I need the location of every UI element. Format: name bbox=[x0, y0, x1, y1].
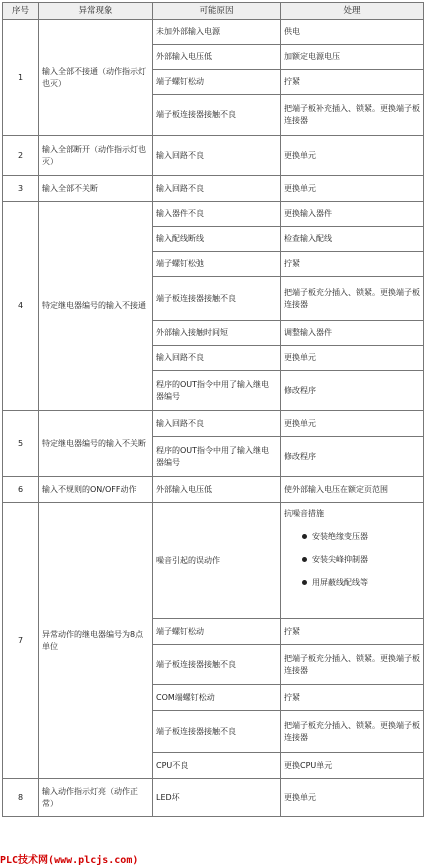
symptom-cell: 输入不规则的ON/OFF动作 bbox=[39, 477, 153, 503]
action-cell: 检查输入配线 bbox=[281, 227, 424, 252]
header-cause: 可能原因 bbox=[153, 3, 281, 20]
action-cell: 拧紧 bbox=[281, 252, 424, 277]
symptom-cell: 特定继电器编号的输入不关断 bbox=[39, 411, 153, 477]
cause-cell: 端子螺钉松弛 bbox=[153, 252, 281, 277]
table-row bbox=[3, 136, 424, 176]
action-cell: 拧紧 bbox=[281, 685, 424, 711]
action-cell: 更换单元 bbox=[281, 346, 424, 371]
symptom-cell: 特定继电器编号的输入不接通 bbox=[39, 202, 153, 411]
row-number: 3 bbox=[3, 176, 39, 202]
row-number: 1 bbox=[3, 20, 39, 136]
action-cell: 把端子板充分插入、锁紧。更换端子板连接器 bbox=[281, 277, 424, 321]
list-item: 用屏蔽线配线等 bbox=[302, 577, 420, 589]
symptom-cell: 异常动作的继电器编号为8点单位 bbox=[39, 503, 153, 779]
table-row bbox=[3, 176, 424, 202]
site-watermark: PLC技术网(www.plcjs.com) bbox=[0, 855, 139, 866]
cause-cell: 端子板连接器接触不良 bbox=[153, 711, 281, 753]
row-number: 4 bbox=[3, 202, 39, 411]
header-action: 处理 bbox=[281, 3, 424, 20]
list-item: 安装尖峰抑制器 bbox=[302, 554, 420, 566]
cause-cell: 输入回路不良 bbox=[153, 176, 281, 202]
cause-cell: CPU不良 bbox=[153, 753, 281, 779]
cause-cell: 外部输入电压低 bbox=[153, 45, 281, 70]
symptom-cell: 输入全部断开（动作指示灯也灭） bbox=[39, 136, 153, 176]
noise-countermeasure-list bbox=[284, 531, 420, 589]
cause-cell: 外部输入接触时间短 bbox=[153, 321, 281, 346]
cause-cell: 端子螺钉松动 bbox=[153, 70, 281, 95]
table-row bbox=[3, 779, 424, 817]
action-cell: 把端子板充分插入、锁紧。更换端子板连接器 bbox=[281, 645, 424, 685]
row-number: 5 bbox=[3, 411, 39, 477]
cause-cell: 端子板连接器接触不良 bbox=[153, 277, 281, 321]
cause-cell: 噪音引起的误动作 bbox=[153, 503, 281, 619]
cause-cell: 输入器件不良 bbox=[153, 202, 281, 227]
symptom-cell: 输入全部不关断 bbox=[39, 176, 153, 202]
cause-cell: 端子板连接器接触不良 bbox=[153, 95, 281, 136]
symptom-cell: 输入动作指示灯亮（动作正常） bbox=[39, 779, 153, 817]
action-cell: 拧紧 bbox=[281, 70, 424, 95]
cause-cell: COM端螺钉松动 bbox=[153, 685, 281, 711]
cause-cell: 外部输入电压低 bbox=[153, 477, 281, 503]
action-cell: 加额定电源电压 bbox=[281, 45, 424, 70]
action-cell: 拧紧 bbox=[281, 619, 424, 645]
action-cell: 更换单元 bbox=[281, 136, 424, 176]
cause-cell: 输入配线断线 bbox=[153, 227, 281, 252]
symptom-cell: 输入全部不接通（动作指示灯也灭） bbox=[39, 20, 153, 136]
action-cell: 更换单元 bbox=[281, 411, 424, 437]
row-number: 7 bbox=[3, 503, 39, 779]
table-row bbox=[3, 20, 424, 45]
action-cell: 修改程序 bbox=[281, 371, 424, 411]
table-row bbox=[3, 411, 424, 437]
row-number: 6 bbox=[3, 477, 39, 503]
cause-cell: 输入回路不良 bbox=[153, 411, 281, 437]
cause-cell: 端子板连接器接触不良 bbox=[153, 645, 281, 685]
cause-cell: 输入回路不良 bbox=[153, 346, 281, 371]
row-number: 2 bbox=[3, 136, 39, 176]
action-cell: 供电 bbox=[281, 20, 424, 45]
noise-countermeasure-title: 抗噪音措施 bbox=[284, 509, 324, 518]
action-cell: 更换输入器件 bbox=[281, 202, 424, 227]
action-cell: 更换单元 bbox=[281, 779, 424, 817]
action-cell: 更换单元 bbox=[281, 176, 424, 202]
action-cell: 调整输入器件 bbox=[281, 321, 424, 346]
header-symptom: 异常现象 bbox=[39, 3, 153, 20]
table-row bbox=[3, 477, 424, 503]
list-item: 安装绝缘变压器 bbox=[302, 531, 420, 543]
cause-cell: 程序的OUT指令中用了输入继电器编号 bbox=[153, 371, 281, 411]
table-row bbox=[3, 202, 424, 227]
noise-countermeasure-cell bbox=[281, 503, 424, 619]
action-cell: 更换CPU单元 bbox=[281, 753, 424, 779]
cause-cell: 程序的OUT指令中用了输入继电器编号 bbox=[153, 437, 281, 477]
table-header-row bbox=[3, 3, 424, 20]
cause-cell: 端子螺钉松动 bbox=[153, 619, 281, 645]
action-cell: 修改程序 bbox=[281, 437, 424, 477]
action-cell: 把端子板补充插入、锁紧。更换端子板连接器 bbox=[281, 95, 424, 136]
header-no: 序号 bbox=[3, 3, 39, 20]
table-row bbox=[3, 503, 424, 619]
row-number: 8 bbox=[3, 779, 39, 817]
action-cell: 把端子板充分插入、锁紧。更换端子板连接器 bbox=[281, 711, 424, 753]
troubleshooting-table bbox=[2, 2, 424, 817]
action-cell: 使外部输入电压在额定页范围 bbox=[281, 477, 424, 503]
cause-cell: 输入回路不良 bbox=[153, 136, 281, 176]
cause-cell: 未加外部输入电源 bbox=[153, 20, 281, 45]
cause-cell: LED坏 bbox=[153, 779, 281, 817]
